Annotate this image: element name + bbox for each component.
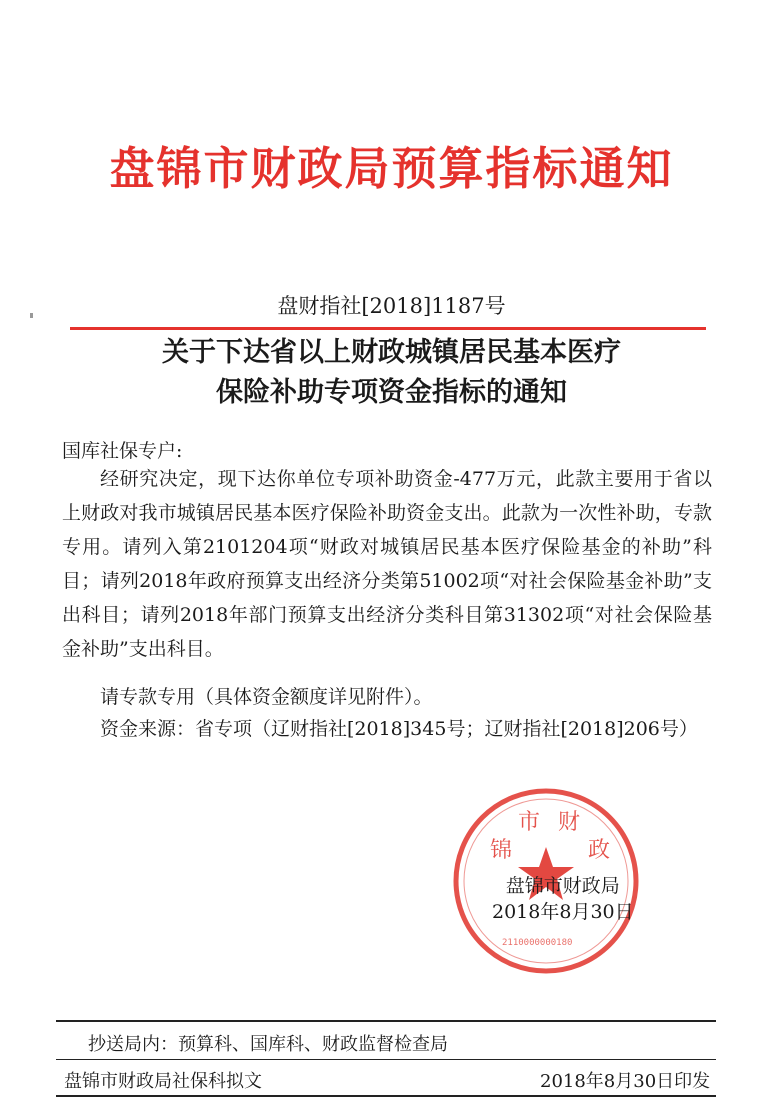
document-subject (0, 333, 783, 413)
issue-date: 2018年8月30日 (492, 901, 634, 923)
page-title: 盘锦市财政局预算指标通知 (109, 142, 674, 195)
body-paragraph-3: 资金来源：省专项（辽财指社[2018]345号；辽财指社[2018]206号） (100, 718, 698, 740)
svg-text:2110000000180: 2110000000180 (502, 938, 573, 948)
scan-mark (30, 313, 33, 318)
svg-text:市: 市 (518, 810, 541, 835)
recipient: 国库社保专户: (62, 440, 183, 462)
svg-text:财: 财 (558, 810, 581, 835)
issuer-name: 盘锦市财政局 (505, 875, 620, 897)
signature-block (492, 873, 634, 925)
footer-rule-middle (56, 1059, 716, 1060)
cc-line: 抄送局内：预算科、国库科、财政监督检查局 (88, 1034, 448, 1055)
document-number: 盘财指社[2018]1187号 (277, 294, 506, 318)
subject-line-2: 保险补助专项资金指标的通知 (216, 377, 567, 408)
subject-line-1: 关于下达省以上财政城镇居民基本医疗 (162, 337, 621, 368)
issued-line: 2018年8月30日印发 (540, 1071, 711, 1092)
svg-text:锦: 锦 (490, 838, 513, 863)
drafter-line: 盘锦市财政局社保科拟文 (64, 1071, 262, 1092)
body-paragraph-2: 请专款专用（具体资金额度详见附件）。 (100, 686, 433, 708)
svg-text:政: 政 (588, 838, 611, 863)
footer-rule-top (56, 1020, 716, 1022)
red-divider (70, 327, 706, 330)
body-paragraph-1: 经研究决定，现下达你单位专项补助资金-477万元，此款主要用于省以上财政对我市城镇居民基本医疗保险补助资金支出。此款为一次性补助，专款专用。请列入第2101204项“财政对城镇居民基本医疗保险基金的补助”科目；请列2018年政府预算支出经济分类第51002项“对社会保险基金补助”支出科目；请列2018年部门预算支出经济分类科目第31302项“对社会保险基金补助”支出科目。 (62, 468, 712, 660)
footer-rule-bottom (56, 1095, 716, 1097)
